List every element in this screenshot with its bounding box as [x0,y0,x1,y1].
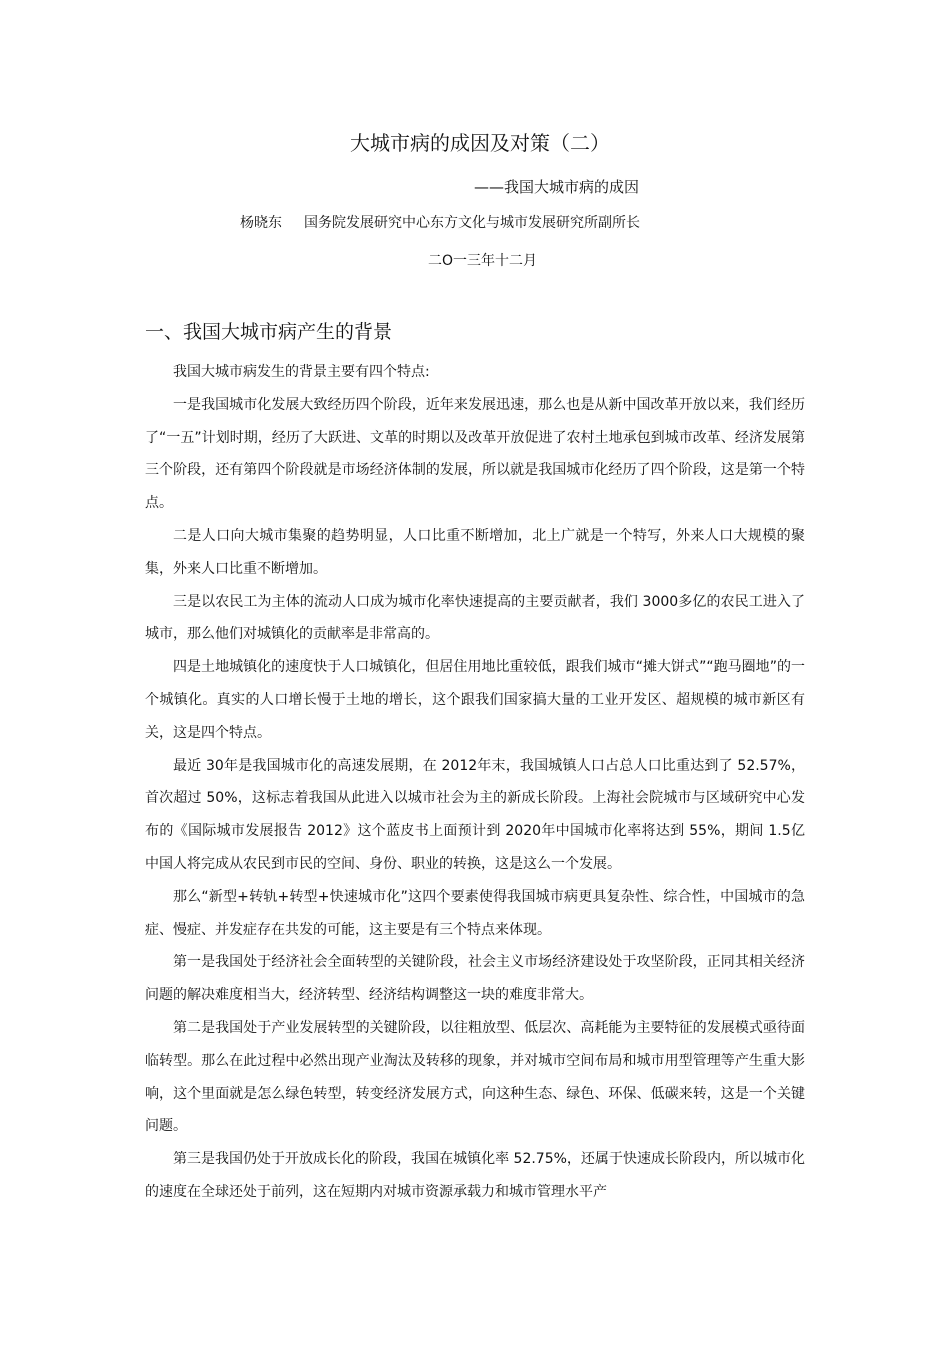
paragraph-point-4: 四是土地城镇化的速度快于人口城镇化，但居住用地比重较低，跟我们城市“摊大饼式”“跑马圈地”的一个城镇化。真实的人口增长慢于土地的增长，这个跟我们国家搞大量的工业开发区、超规模的城市新区有关，这是四个特点。 [145,659,805,741]
paragraph-point-1: 一是我国城市化发展大致经历四个阶段，近年来发展迅速，那么也是从新中国改革开放以来，我们经历了“一五”计划时期，经历了大跃进、文革的时期以及改革开放促进了农村土地承包到城市改革、经济发展第三个阶段，还有第四个阶段就是市场经济体制的发展，所以就是我国城市化经历了四个阶段，这是第一个特点。 [145,396,805,512]
paragraph-intro: 我国大城市病发生的背景主要有四个特点: [173,364,430,380]
paragraph-feature-2: 第二是我国处于产业发展转型的关键阶段，以往粗放型、低层次、高耗能为主要特征的发展模式亟待面临转型。那么在此过程中必然出现产业淘汰及转移的现象，并对城市空间布局和城市用型管理等产生重大影响，这个里面就是怎么绿色转型，转变经济发展方式，向这种生态、绿色、环保、低碳来转，这是一个关键问题。 [145,1019,805,1135]
author-line [240,212,640,234]
author-name: 杨晓东 [240,215,282,231]
paragraph-point-3: 三是以农民工为主体的流动人口成为城市化率快速提高的主要贡献者，我们 3000多亿的农民工进入了城市，那么他们对城镇化的贡献率是非常高的。 [145,593,805,643]
paragraph-feature-3: 第三是我国仍处于开放成长化的阶段，我国在城镇化率 52.75%，还属于快速成长阶段内，所以城市化的速度在全球还处于前列，这在短期内对城市资源承载力和城市管理水平产 [145,1151,805,1200]
paragraph-feature-1: 第一是我国处于经济社会全面转型的关键阶段，社会主义市场经济建设处于攻坚阶段，正同其相关经济问题的解决难度相当大，经济转型、经济结构调整这一块的难度非常大。 [145,954,805,1004]
section-heading: 一、我国大城市病产生的背景 [145,321,393,343]
paragraph-point-2: 二是人口向大城市集聚的趋势明显，人口比重不断增加，北上广就是一个特写，外来人口大规模的聚集，外来人口比重不断增加。 [145,527,805,577]
author-affiliation: 国务院发展研究中心东方文化与城市发展研究所副所长 [304,215,640,231]
paragraph-urbanization-rate: 最近 30年是我国城市化的高速发展期，在 2012年末，我国城镇人口占总人口比重达到了 52.57%，首次超过 50%，这标志着我国从此进入以城市社会为主的新成长阶段。上海社会院城市与区域研究中心发布的《国际城市发展报告 2012》这个蓝皮书上面预计到 2020年中国城市化率将达到 55%，期间 1.5亿中国人将完成从农民到市民的空间、身份、职业的转换，这是这么一个发展。 [145,757,805,872]
document-date: 二O一三年十二月 [427,253,538,269]
paragraph-four-factors: 那么“新型+转轨+转型+快速城市化”这四个要素使得我国城市病更具复杂性、综合性，中国城市的急症、慢症、并发症存在共发的可能，这主要是有三个特点来体现。 [145,888,805,938]
document-subtitle: ——我国大城市病的成因 [474,178,640,196]
document-title: 大城市病的成因及对策（二） [350,131,610,155]
body-text [145,356,805,1209]
